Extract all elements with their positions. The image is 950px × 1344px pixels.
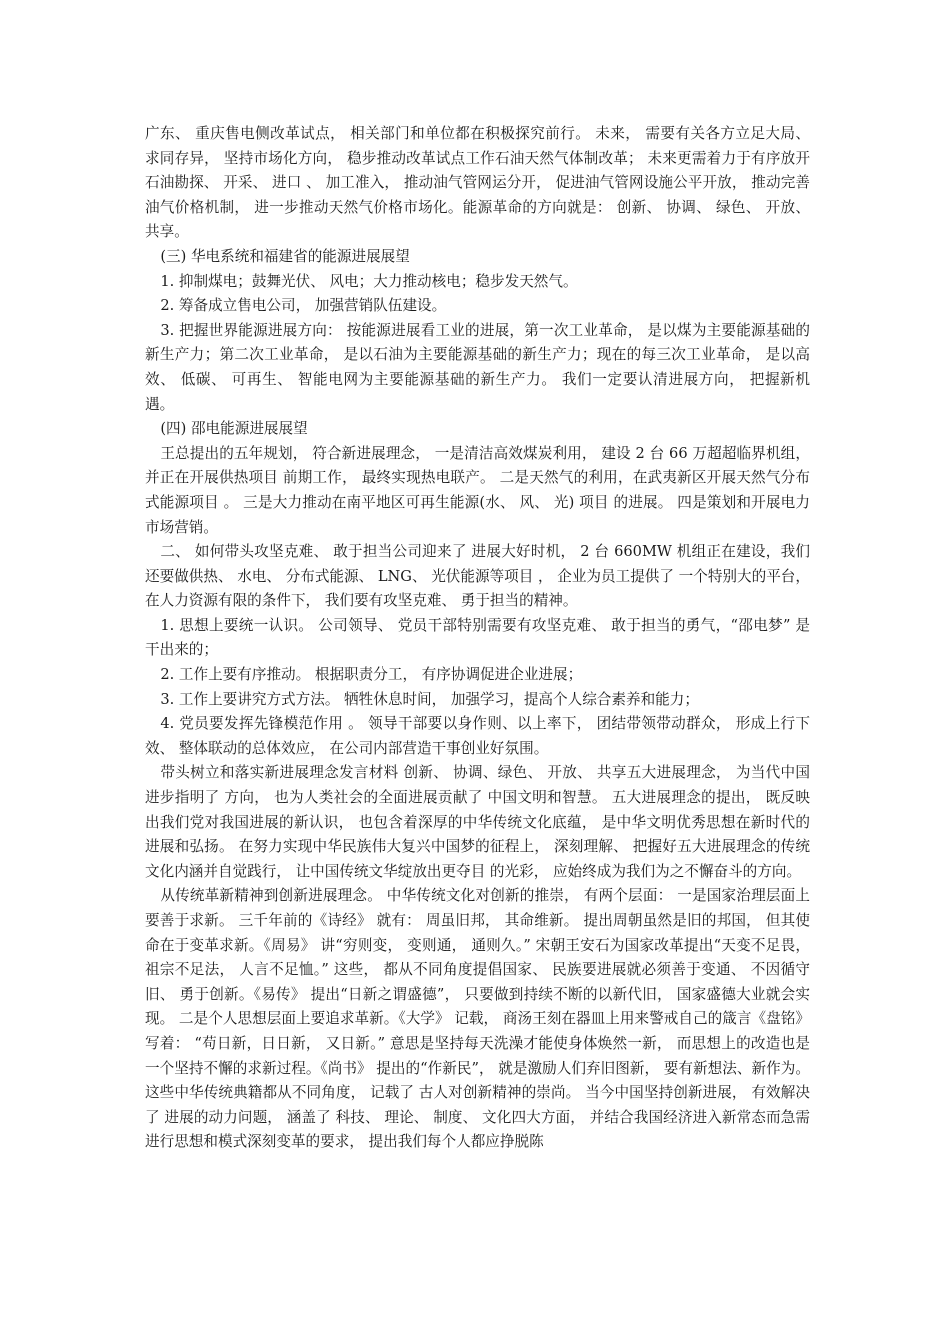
section-heading-4: (四) 邵电能源进展展望 (160, 420, 308, 438)
section-heading-two: 二、 如何带头攻坚克难、 敢于担当公司迎来了 进展大好时机， 2 台 660MW 机组正在建设，我们还要做供热、 水电、 分布式能源、 LNG、 光伏能源等项目 ， 企业为员工提供了 一个特别大的平台， 在人力资源有限的条件下， 我们要有攻坚克难、 勇于担当的精神。 (145, 543, 810, 610)
paragraph-1: 广东、 重庆售电侧改革试点， 相关部门和单位都在积极探究前行。 未来， 需要有关各方立足大局、 求同存异， 坚持市场化方向， 稳步推动改革试点工作石油天然气体制改革； 未来更需着力于有序放开石油勘探、 开采、 进口 、 加工准入， 推动油气管网运分开， 促进油气管网设施公平开放， 推动完善油气价格机制， 进一步推动天然气价格市场化。能源革命的方向就是： 创新、 协调、 绿色、 开放、 共享。 (145, 125, 810, 241)
list-item-2: 2. 筹备成立售电公司， 加强营销队伍建设。 (160, 297, 447, 315)
list-item-thought: 1. 思想上要统一认识。 公司领导、 党员干部特别需要有攻坚克难、 敢于担当的勇气，“邵电梦” 是干出来的； (145, 616, 810, 659)
list-item-1: 1. 抑制煤电；鼓舞光伏、 风电；大力推动核电；稳步发天然气。 (160, 272, 578, 290)
list-item-work: 2. 工作上要有序推动。 根据职责分工， 有序协调促进企业进展； (160, 666, 583, 684)
paragraph-five-concepts: 带头树立和落实新进展理念发言材料 创新、 协调、绿色、 开放、 共享五大进展理念， 为当代中国进步指明了 方向， 也为人类社会的全面进展贡献了 中国文明和智慧。 五大进展理念的提出， 既反映出我们党对我国进展的新认识， 也包含着深厚的中华传统文化底蕴， 是中华文明优秀思想在新时代的进展和弘扬。 在努力实现中华民族伟大复兴中国梦的征程上， 深刻理解、 把握好五大进展理念的传统文化内涵并自觉践行， 让中国传统文华绽放出更夺目 的光彩， 应始终成为我们为之不懈奋斗的方向。 (145, 764, 810, 880)
section-heading-3: (三) 华电系统和福建省的能源进展展望 (160, 247, 410, 265)
list-item-party: 4. 党员要发挥先锋模范作用 。 领导干部要以身作则、以上率下， 团结带领带动群众， 形成上行下效、 整体联动的总体效应， 在公司内部营造干事创业好氛围。 (145, 715, 810, 757)
list-item-3: 3. 把握世界能源进展方向： 按能源进展看工业的进展，第一次工业革命， 是以煤为主要能源基础的新生产力；第二次工业革命， 是以石油为主要能源基础的新生产力；现在的每三次工业革命， 是以高效、 低碳、 可再生、 智能电网为主要能源基础的新生产力。 我们一定要认清进展方向， 把握新机遇。 (145, 321, 810, 413)
paragraph-plan: 王总提出的五年规划， 符合新进展理念， 一是清洁高效煤炭利用， 建设 2 台 66 万超超临界机组， 并正在开展供热项目 前期工作， 最终实现热电联产。 二是天然气的利用，在武夷新区开展天然气分布式能源项目 。 三是大力推动在南平地区可再生能源(水、 风、 光) 项目 的进展。 四是策划和开展电力市场营销。 (145, 444, 810, 536)
document-body (145, 122, 810, 1155)
list-item-method: 3. 工作上要讲究方式方法。 牺牲休息时间， 加强学习，提高个人综合素养和能力； (160, 690, 699, 708)
paragraph-innovation: 从传统革新精神到创新进展理念。 中华传统文化对创新的推崇， 有两个层面： 一是国家治理层面上要善于求新。 三千年前的《诗经》 就有： 周虽旧邦， 其命维新。 提出周朝虽然是旧的邦国， 但其使命在于变革求新。《周易》 讲“穷则变， 变则通， 通则久。” 宋朝王安石为国家改革提出“天变不足畏， 祖宗不足法， 人言不足恤。” 这些， 都从不同角度提倡国家、 民族要进展就必须善于变通、 不因循守旧、 勇于创新。《易传》 提出“日新之谓盛德”， 只要做到持续不断的以新代旧， 国家盛德大业就会实现。 二是个人思想层面上要追求革新。《大学》 记载， 商汤王刻在器皿上用来警戒自己的箴言《盘铭》 写着： “苟日新，日日新， 又日新。” 意思是坚持每天洗澡才能使身体焕然一新， 而思想上的改造也是一个坚持不懈的求新过程。《尚书》 提出的“作新民”， 就是激励人们弃旧图新， 要有新想法、新作为。 这些中华传统典籍都从不同角度， 记载了 古人对创新精神的崇尚。 当今中国坚持创新进展， 有效解决了 进展的动力问题， 涵盖了 科技、 理论、 制度、 文化四大方面， 并结合我国经济进入新常态而急需进行思想和模式深刻变革的要求， 提出我们每个人都应挣脱陈 (145, 887, 810, 1151)
